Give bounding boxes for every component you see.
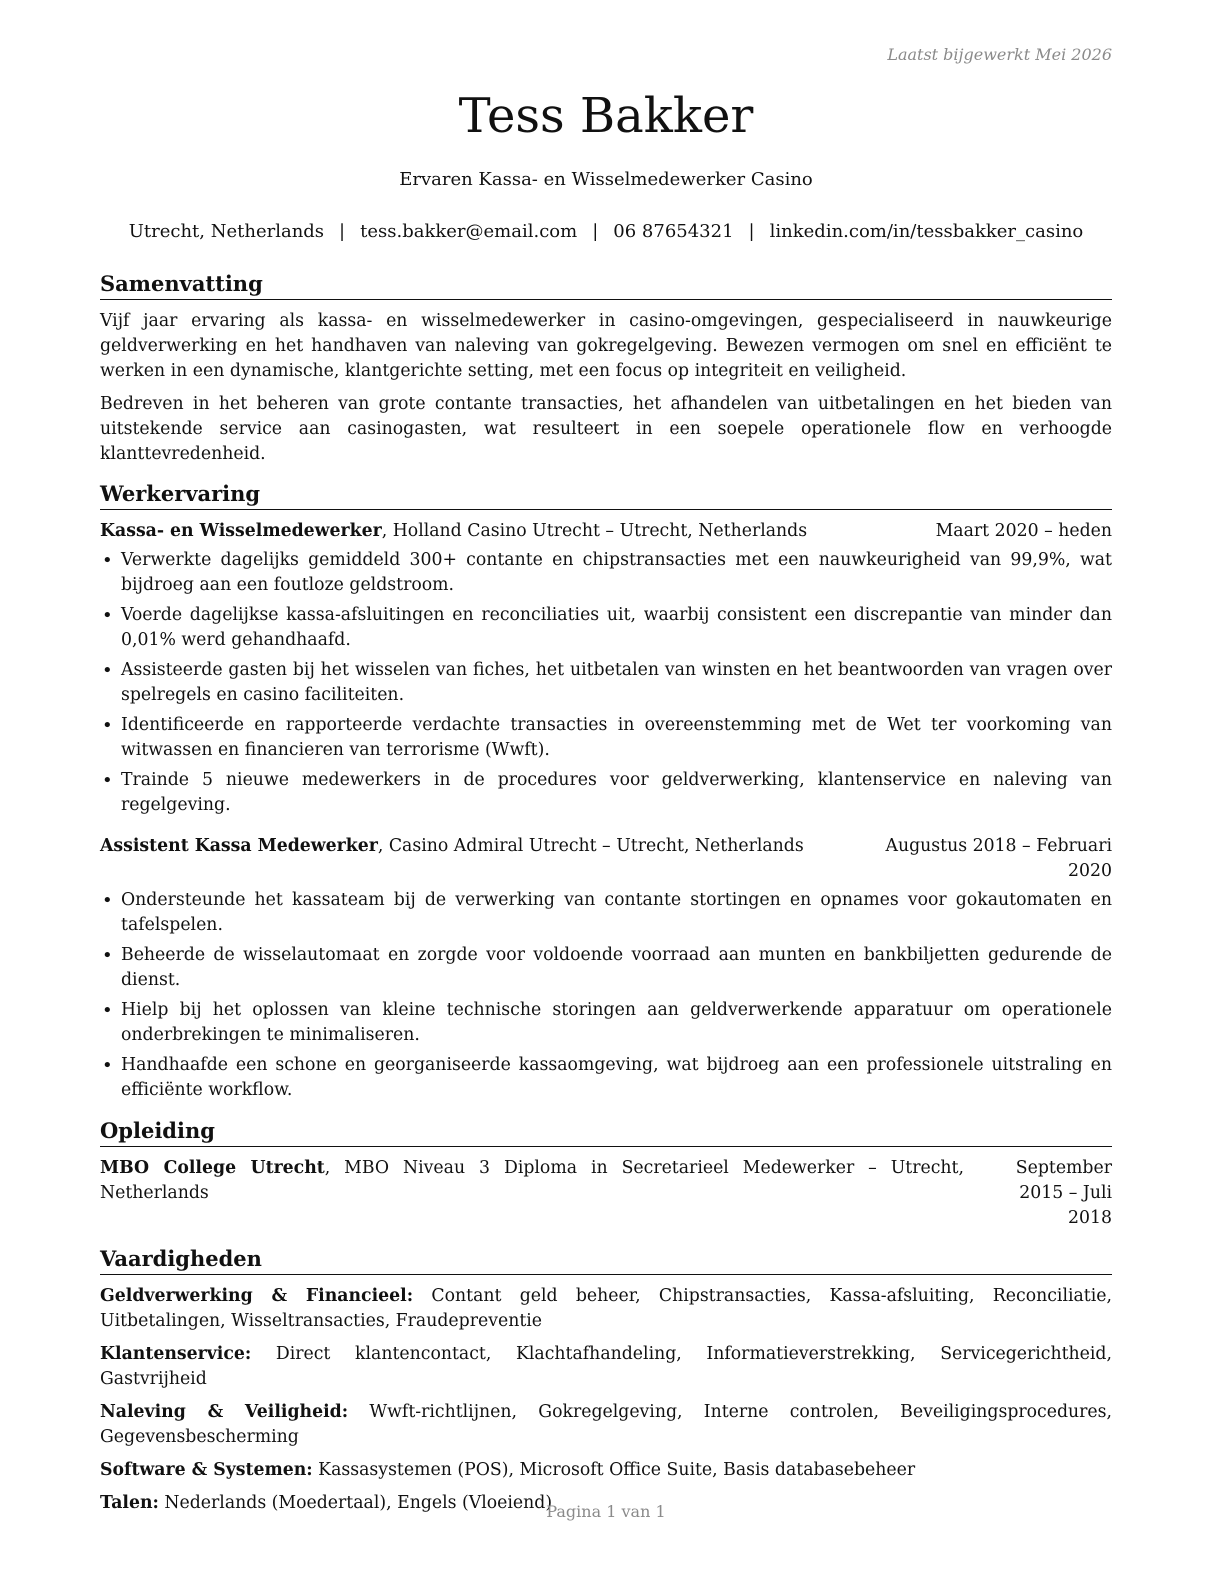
section-title-education: Opleiding xyxy=(100,1117,1112,1147)
skill-group xyxy=(100,1400,1112,1450)
contact-separator: | xyxy=(748,221,755,242)
page-number: Pagina 1 van 1 xyxy=(546,1502,666,1521)
list-item: • Ondersteunde het kassateam bij de verwerking van contante stortingen en opnames voor gokautomaten en tafelspelen. xyxy=(100,888,1112,938)
contact-location: Utrecht, Netherlands xyxy=(128,221,325,242)
list-item: • Assisteerde gasten bij het wisselen van fiches, het uitbetalen van winsten en het beantwoorden van vragen over spelregels en casino faciliteiten. xyxy=(100,658,1112,708)
skill-label: Klantenservice: xyxy=(100,1344,252,1364)
job-role: Assistent Kassa Medewerker xyxy=(100,836,378,856)
job-entry xyxy=(100,519,1112,818)
job-bullets xyxy=(100,548,1112,818)
skill-label: Naleving & Veiligheid: xyxy=(100,1402,349,1422)
candidate-tagline: Ervaren Kassa- en Wisselmedewerker Casino xyxy=(399,169,813,190)
job-org: , Holland Casino Utrecht – Utrecht, Netherlands xyxy=(381,521,808,541)
contact-phone: 06 87654321 xyxy=(613,221,734,242)
contact-separator: | xyxy=(592,221,599,242)
list-item: • Handhaafde een schone en georganiseerde kassaomgeving, wat bijdroeg aan een professionele uitstraling en efficiënte workflow. xyxy=(100,1053,1112,1103)
candidate-name: Tess Bakker xyxy=(458,88,754,144)
summary-paragraph: Vijf jaar ervaring als kassa- en wisselmedewerker in casino-omgevingen, gespecialiseerd in nauwkeurige geldverwerking en het handhaven van naleving van gokregelgeving. Bewezen vermogen om snel en efficiënt te werken in een dynamische, klantgerichte setting, met een focus op integriteit en veiligheid. xyxy=(100,311,1112,381)
summary-paragraph: Bedreven in het beheren van grote contante transacties, het afhandelen van uitbetalingen en het bieden van uitstekende service aan casinogasten, wat resulteert in een soepele operationele flow en verhoogde klanttevredenheid. xyxy=(100,394,1112,464)
resume-content xyxy=(100,270,1112,1524)
contact-email[interactable]: tess.bakker@email.com xyxy=(360,221,578,242)
job-title-line xyxy=(100,519,936,544)
section-title-skills: Vaardigheden xyxy=(100,1245,1112,1275)
skill-text: Direct klantencontact, Klachtafhandeling, Informatieverstrekking, Servicegerichtheid, Gastvrijheid xyxy=(100,1344,1112,1389)
job-role: Kassa- en Wisselmedewerker xyxy=(100,521,382,541)
summary-section xyxy=(100,270,1112,467)
skill-text: Kassasystemen (POS), Microsoft Office Suite, Basis databasebeheer xyxy=(312,1460,916,1480)
job-title-line xyxy=(100,834,872,859)
job-bullets xyxy=(100,888,1112,1103)
skills-section xyxy=(100,1245,1112,1516)
list-item: • Beheerde de wisselautomaat en zorgde voor voldoende voorraad aan munten en bankbiljetten gedurende de dienst. xyxy=(100,943,1112,993)
skill-label: Software & Systemen: xyxy=(100,1460,313,1480)
skill-text: Contant geld beheer, Chipstransacties, Kassa-afsluiting, Reconciliatie, Uitbetalingen, Wisseltransacties, Fraudepreventie xyxy=(100,1286,1112,1331)
skill-group xyxy=(100,1284,1112,1334)
last-updated: Laatst bijgewerkt Mei 2026 xyxy=(887,45,1112,64)
resume-page xyxy=(100,0,1112,1584)
job-dates: Maart 2020 – heden xyxy=(935,521,1112,541)
skill-label: Geldverwerking & Financieel: xyxy=(100,1286,414,1306)
education-school: MBO College Utrecht xyxy=(100,1158,325,1178)
list-item: • Hielp bij het oplossen van kleine technische storingen aan geldverwerkende apparatuur om operationele onderbrekingen te minimaliseren. xyxy=(100,998,1112,1048)
skill-text: Wwft-richtlijnen, Gokregelgeving, Interne controlen, Beveiligingsprocedures, Gegevensbescherming xyxy=(100,1402,1113,1447)
education-detail: , MBO Niveau 3 Diploma in Secretarieel Medewerker – Utrecht, Netherlands xyxy=(100,1158,964,1203)
education-entry xyxy=(100,1156,1112,1231)
skill-text: Nederlands (Moedertaal), Engels (Vloeiend) xyxy=(158,1493,553,1513)
job-org: , Casino Admiral Utrecht – Utrecht, Netherlands xyxy=(377,836,804,856)
education-dates: September 2015 – Juli 2018 xyxy=(1015,1158,1112,1228)
contact-separator: | xyxy=(339,221,346,242)
skill-group xyxy=(100,1458,1112,1483)
education-line xyxy=(100,1156,972,1206)
contact-line xyxy=(100,220,1112,244)
list-item: • Identificeerde en rapporteerde verdachte transacties in overeenstemming met de Wet ter voorkoming van witwassen en financieren van terrorisme (Wwft). xyxy=(100,713,1112,763)
list-item: • Verwerkte dagelijks gemiddeld 300+ contante en chipstransacties met een nauwkeurigheid van 99,9%, wat bijdroeg aan een foutloze geldstroom. xyxy=(100,548,1112,598)
job-entry xyxy=(100,834,1112,1103)
list-item: • Trainde 5 nieuwe medewerkers in de procedures voor geldverwerking, klantenservice en naleving van regelgeving. xyxy=(100,768,1112,818)
list-item: • Voerde dagelijkse kassa-afsluitingen en reconciliaties uit, waarbij consistent een discrepantie van minder dan 0,01% werd gehandhaafd. xyxy=(100,603,1112,653)
section-title-experience: Werkervaring xyxy=(100,480,1112,510)
skill-label: Talen: xyxy=(100,1493,159,1513)
contact-linkedin[interactable]: linkedin.com/in/tessbakker_casino xyxy=(769,221,1084,242)
job-header xyxy=(100,519,1112,544)
education-section xyxy=(100,1117,1112,1231)
job-header xyxy=(100,834,1112,884)
skill-group xyxy=(100,1342,1112,1392)
experience-section xyxy=(100,480,1112,1103)
job-dates: Augustus 2018 – Februari 2020 xyxy=(885,836,1112,881)
section-title-summary: Samenvatting xyxy=(100,270,1112,300)
